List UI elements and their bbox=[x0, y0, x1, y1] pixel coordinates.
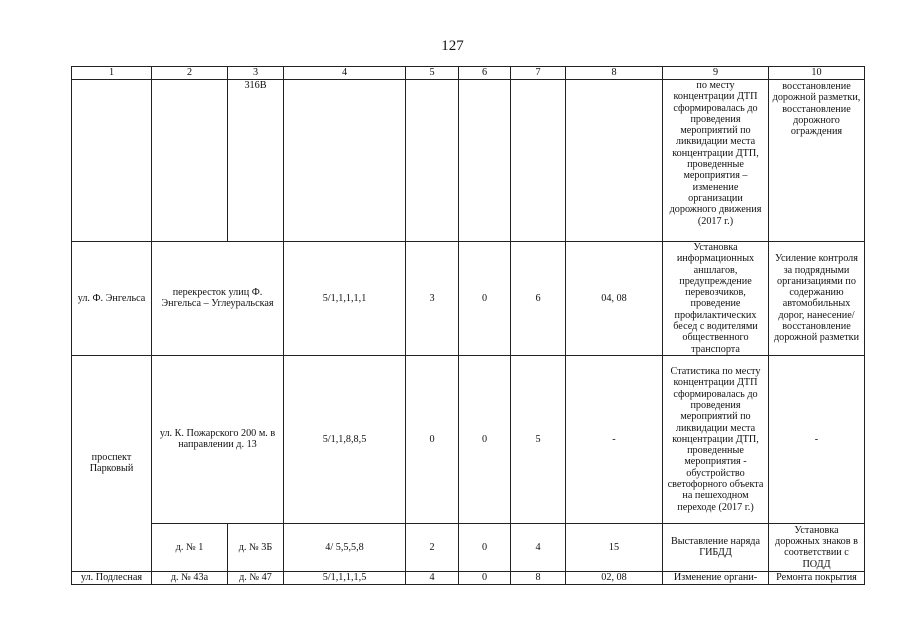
column-number: 5 bbox=[406, 67, 459, 80]
section-end-cell: д. № 47 bbox=[228, 571, 284, 584]
accident-codes-cell: 4/ 5,5,5,8 bbox=[284, 523, 406, 571]
count-cell: 4 bbox=[511, 523, 566, 571]
column-number: 9 bbox=[663, 67, 769, 80]
killed-cell: 4 bbox=[406, 571, 459, 584]
injured-cell: 0 bbox=[459, 355, 511, 523]
injured-cell: 0 bbox=[459, 242, 511, 356]
accident-codes-cell: 5/1,1,8,8,5 bbox=[284, 355, 406, 523]
section-start-cell bbox=[152, 80, 228, 242]
column-number: 1 bbox=[72, 67, 152, 80]
factors-cell bbox=[566, 80, 663, 242]
injured-cell bbox=[459, 80, 511, 242]
section-start-cell: д. № 43а bbox=[152, 571, 228, 584]
column-number: 7 bbox=[511, 67, 566, 80]
proposals-cell: Ремонта покрытия bbox=[769, 571, 865, 584]
section-start-cell: д. № 1 bbox=[152, 523, 228, 571]
proposals-cell: Установка дорожных знаков в соответствии с ПОДД bbox=[769, 523, 865, 571]
factors-cell: - bbox=[566, 355, 663, 523]
injured-cell: 0 bbox=[459, 571, 511, 584]
injured-cell: 0 bbox=[459, 523, 511, 571]
factors-cell: 15 bbox=[566, 523, 663, 571]
measures-cell: Установка информационных аншлагов, предупреждение перевозчиков, проведение профилактических бесед с водителями общественного транспорта bbox=[663, 242, 769, 356]
proposals-cell: - bbox=[769, 355, 865, 523]
table-row bbox=[72, 80, 865, 242]
section-cell: перекресток улиц Ф. Энгельса – Углеуральская bbox=[152, 242, 284, 356]
column-number: 6 bbox=[459, 67, 511, 80]
accident-codes-cell: 5/1,1,1,1,5 bbox=[284, 571, 406, 584]
killed-cell bbox=[406, 80, 459, 242]
column-number: 2 bbox=[152, 67, 228, 80]
column-number-row bbox=[72, 67, 865, 80]
table-row bbox=[72, 571, 865, 584]
factors-cell: 04, 08 bbox=[566, 242, 663, 356]
count-cell: 6 bbox=[511, 242, 566, 356]
street-cell: ул. Подлесная bbox=[72, 571, 152, 584]
table-row bbox=[72, 242, 865, 356]
factors-cell: 02, 08 bbox=[566, 571, 663, 584]
accident-codes-cell: 5/1,1,1,1,1 bbox=[284, 242, 406, 356]
measures-cell: по месту концентрации ДТП сформировалась до проведения мероприятий по ликвидации места концентрации ДТП, проведенные мероприятия – изменение организации дорожного движения (2017 г.) bbox=[663, 80, 769, 242]
street-cell bbox=[72, 80, 152, 242]
column-number: 4 bbox=[284, 67, 406, 80]
killed-cell: 2 bbox=[406, 523, 459, 571]
count-cell bbox=[511, 80, 566, 242]
measures-cell: Изменение органи- bbox=[663, 571, 769, 584]
street-cell: проспект Парковый bbox=[72, 355, 152, 571]
page-number: 127 bbox=[441, 38, 464, 54]
proposals-cell: Усиление контроля за подрядными организациями по содержанию автомобильных дорог, нанесение/ восстановление дорожной разметки bbox=[769, 242, 865, 356]
column-number: 3 bbox=[228, 67, 284, 80]
table-row bbox=[72, 355, 865, 523]
count-cell: 5 bbox=[511, 355, 566, 523]
killed-cell: 3 bbox=[406, 242, 459, 356]
measures-cell: Статистика по месту концентрации ДТП сформировалась до проведения мероприятий по ликвидации места концентрации ДТП, проведенные мероприятия - обустройство светофорного объекта на пешеходном переходе (2017 г.) bbox=[663, 355, 769, 523]
section-end-cell: д. № 3Б bbox=[228, 523, 284, 571]
killed-cell: 0 bbox=[406, 355, 459, 523]
table-row bbox=[72, 523, 865, 571]
accident-codes-cell bbox=[284, 80, 406, 242]
measures-cell: Выставление наряда ГИБДД bbox=[663, 523, 769, 571]
section-end-cell: 316В bbox=[228, 80, 284, 242]
column-number: 8 bbox=[566, 67, 663, 80]
count-cell: 8 bbox=[511, 571, 566, 584]
street-cell: ул. Ф. Энгельса bbox=[72, 242, 152, 356]
column-number: 10 bbox=[769, 67, 865, 80]
accident-concentration-table bbox=[71, 66, 865, 585]
section-cell: ул. К. Пожарского 200 м. в направлении д. 13 bbox=[152, 355, 284, 523]
proposals-cell: восстановление дорожной разметки, восстановление дорожного ограждения bbox=[769, 80, 865, 242]
